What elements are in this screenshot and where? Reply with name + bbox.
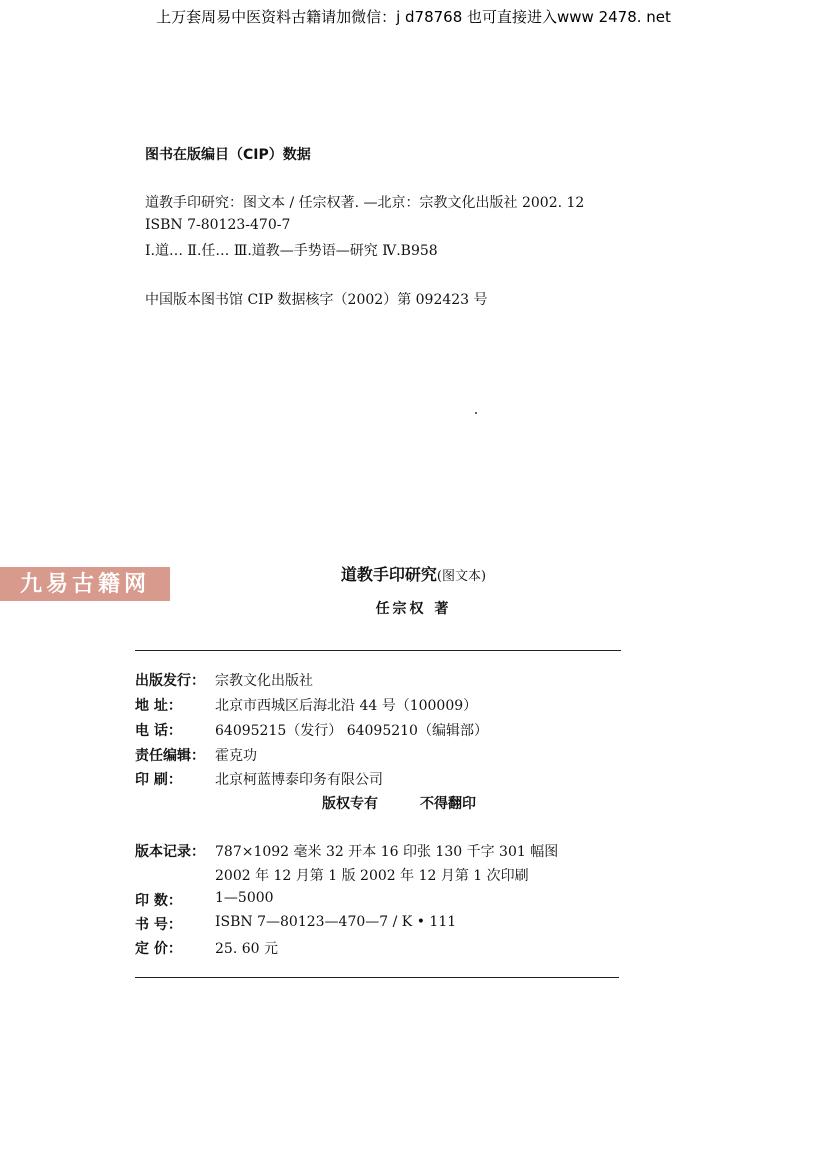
editor-label: 责任编辑： xyxy=(135,748,205,764)
book-title-subtitle: (图文本) xyxy=(436,569,487,584)
phone-value: 64095215（发行） 64095210（编辑部） xyxy=(215,723,488,739)
bottom-divider xyxy=(135,977,619,978)
copyright-notice-1: 版权专有 xyxy=(322,796,378,812)
publisher-value: 宗教文化出版社 xyxy=(215,673,313,689)
cip-line-record-number: 中国版本图书馆 CIP 数据核字（2002）第 092423 号 xyxy=(145,292,488,308)
copies-label: 印 数： xyxy=(135,893,182,909)
book-title xyxy=(0,562,827,585)
printer-label: 印 刷： xyxy=(135,772,182,788)
printer-value: 北京柯蓝博泰印务有限公司 xyxy=(215,772,383,788)
top-banner: 上万套周易中医资料古籍请加微信：j d78768 也可直接进入www 2478. net xyxy=(156,8,671,26)
copies-value: 1—5000 xyxy=(215,890,274,906)
publisher-label: 出版发行： xyxy=(135,673,205,689)
cip-line-isbn: ISBN 7-80123-470-7 xyxy=(145,217,291,233)
scan-speck xyxy=(475,412,477,414)
watermark-stamp: 九易古籍网 xyxy=(0,567,170,601)
edition-specs: 787×1092 毫米 32 开本 16 印张 130 千字 301 幅图 xyxy=(215,844,559,860)
copyright-notice-2: 不得翻印 xyxy=(420,796,476,812)
editor-value: 霍克功 xyxy=(215,748,257,764)
top-divider xyxy=(135,650,621,651)
book-author: 任宗权 著 xyxy=(375,601,452,617)
cip-line-title: 道教手印研究：图文本 / 任宗权著. —北京：宗教文化出版社 2002. 12 xyxy=(145,195,585,211)
price-label: 定 价： xyxy=(135,941,182,957)
isbn-value: ISBN 7—80123—470—7 / K • 111 xyxy=(215,914,457,930)
phone-label: 电 话： xyxy=(135,723,182,739)
cip-line-classification: Ⅰ.道… Ⅱ.任… Ⅲ.道教—手势语—研究 Ⅳ.B958 xyxy=(145,243,438,259)
edition-dates: 2002 年 12 月第 1 版 2002 年 12 月第 1 次印刷 xyxy=(215,868,529,884)
isbn-label: 书 号： xyxy=(135,917,182,933)
address-label: 地 址： xyxy=(135,698,182,714)
edition-label: 版本记录： xyxy=(135,844,205,860)
book-title-main: 道教手印研究 xyxy=(340,565,437,584)
price-value: 25. 60 元 xyxy=(215,941,278,957)
cip-heading: 图书在版编目（CIP）数据 xyxy=(145,147,311,163)
address-value: 北京市西城区后海北沿 44 号（100009） xyxy=(215,698,478,714)
